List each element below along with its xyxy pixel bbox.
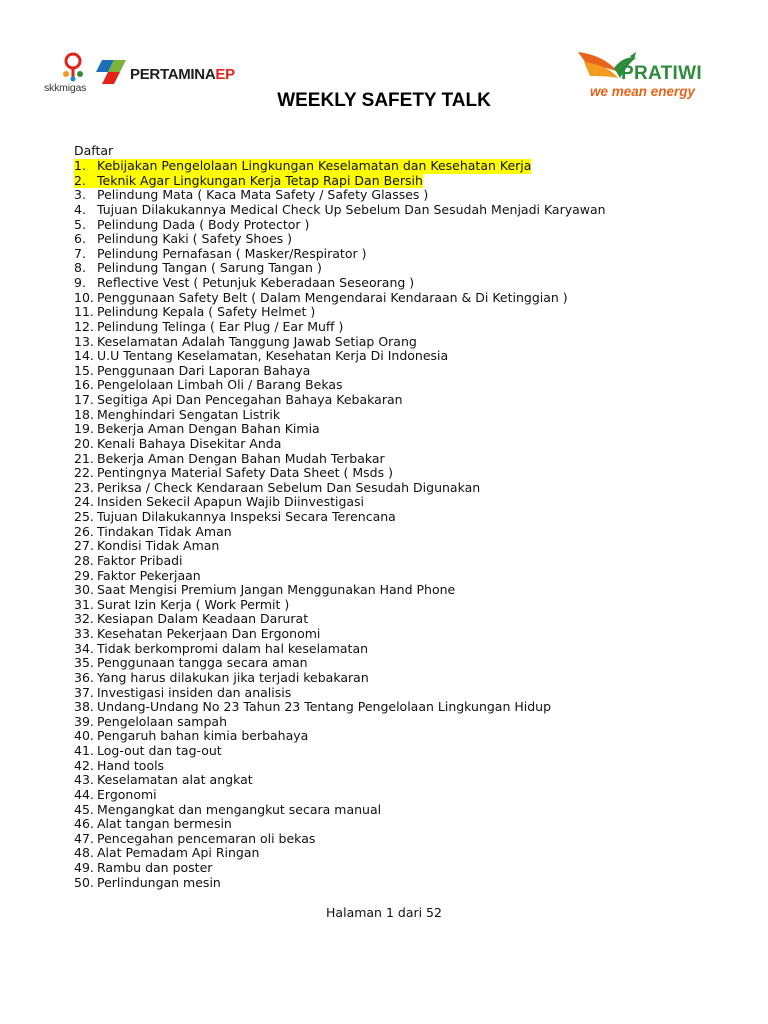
- list-item-text: Pentingnya Material Safety Data Sheet ( Msds ): [97, 465, 393, 481]
- list-item-number: 22.: [74, 465, 94, 481]
- list-item: [74, 861, 606, 876]
- list-item-text: Saat Mengisi Premium Jangan Menggunakan Hand Phone: [97, 582, 456, 598]
- list-item-number: 42.: [74, 757, 94, 773]
- list-item: [74, 320, 606, 335]
- list-item: [74, 203, 606, 218]
- list-item-number: 26.: [74, 523, 94, 539]
- list-item-number: 18.: [74, 406, 94, 422]
- list-item: [74, 846, 606, 861]
- list-item: [74, 378, 606, 393]
- list-item-text: Keselamatan Adalah Tanggung Jawab Setiap Orang: [97, 333, 417, 349]
- list-item-text: Bekerja Aman Dengan Bahan Kimia: [97, 421, 320, 437]
- list-item-text: Penggunaan Safety Belt ( Dalam Mengendarai Kendaraan & Di Ketinggian ): [97, 289, 568, 305]
- list-item-text: Yang harus dilakukan jika terjadi kebakaran: [97, 669, 369, 685]
- list-item: [74, 700, 606, 715]
- topic-list: [74, 159, 606, 890]
- list-item-number: 36.: [74, 669, 94, 685]
- list-item-number: 45.: [74, 801, 94, 817]
- list-item: [74, 232, 606, 247]
- list-item-number: 46.: [74, 816, 94, 832]
- list-item-text: Reflective Vest ( Petunjuk Keberadaan Seseorang ): [97, 275, 415, 290]
- list-item: [74, 261, 606, 276]
- list-item: [74, 422, 606, 437]
- list-item-number: 9.: [74, 275, 86, 290]
- list-item: [74, 495, 606, 510]
- list-item-text: Investigasi insiden dan analisis: [97, 684, 292, 700]
- list-item-text: Kesiapan Dalam Keadaan Darurat: [97, 611, 309, 627]
- list-item-number: 34.: [74, 640, 94, 656]
- list-item: [74, 627, 606, 642]
- list-item-text: Faktor Pekerjaan: [97, 567, 201, 583]
- list-item-text: Tindakan Tidak Aman: [97, 523, 232, 539]
- list-item-number: 29.: [74, 567, 94, 583]
- list-item-text: Pengaruh bahan kimia berbahaya: [97, 728, 309, 744]
- list-item: [74, 188, 606, 203]
- list-item-number: 12.: [74, 318, 94, 334]
- list-item-text: Penggunaan tangga secara aman: [97, 655, 308, 671]
- list-item-text: Hand tools: [97, 757, 165, 773]
- list-item: [74, 876, 606, 891]
- list-item: [74, 788, 606, 803]
- list-item-text: Tujuan Dilakukannya Medical Check Up Sebelum Dan Sesudah Menjadi Karyawan: [97, 201, 606, 217]
- list-item-number: 38.: [74, 699, 94, 715]
- list-item-text: Kesehatan Pekerjaan Dan Ergonomi: [97, 626, 321, 641]
- pratiwi-name: PRATIWI: [621, 63, 702, 84]
- list-item-number: 24.: [74, 494, 94, 510]
- list-item-number: 37.: [74, 684, 94, 700]
- list-item: [74, 276, 606, 291]
- list-item-text: Pelindung Telinga ( Ear Plug / Ear Muff ): [97, 318, 344, 334]
- list-item-text: Periksa / Check Kendaraan Sebelum Dan Sesudah Digunakan: [97, 479, 481, 495]
- list-item-text: Alat Pemadam Api Ringan: [97, 845, 260, 861]
- list-item-number: 43.: [74, 772, 94, 788]
- list-item-text: Mengangkat dan mengangkut secara manual: [97, 801, 382, 817]
- list-item: [74, 218, 606, 233]
- list-item-number: 14.: [74, 348, 94, 364]
- list-item-text: Kenali Bahaya Disekitar Anda: [97, 435, 282, 451]
- list-item: [74, 686, 606, 701]
- list-item-number: 39.: [74, 713, 94, 729]
- list-item: [74, 671, 606, 686]
- list-item-number: 41.: [74, 743, 94, 758]
- list-item-number: 28.: [74, 552, 94, 568]
- list-item: [74, 803, 606, 818]
- list-item: [74, 335, 606, 350]
- list-item: [74, 481, 606, 496]
- pertamina-mark-icon: [94, 58, 130, 92]
- list-item: [74, 612, 606, 627]
- list-item-text: Segitiga Api Dan Pencegahan Bahaya Kebakaran: [97, 392, 403, 407]
- list-item-number: 31.: [74, 596, 94, 612]
- list-item-text: U.U Tentang Keselamatan, Kesehatan Kerja Di Indonesia: [97, 348, 449, 364]
- list-item-text: Teknik Agar Lingkungan Kerja Tetap Rapi Dan Bersih: [97, 172, 423, 188]
- list-item: [74, 773, 606, 788]
- list-item-text: Pengelolaan Limbah Oli / Barang Bekas: [97, 377, 343, 393]
- list-item-text: Insiden Sekecil Apapun Wajib Diinvestigasi: [97, 494, 365, 510]
- list-item-text: Alat tangan bermesin: [97, 816, 232, 832]
- list-item-number: 7.: [74, 245, 86, 261]
- list-item-number: 3.: [74, 187, 86, 203]
- list-item-number: 35.: [74, 655, 94, 671]
- list-item: [74, 291, 606, 306]
- list-item-text: Log-out dan tag-out: [97, 743, 222, 758]
- list-item-number: 4.: [74, 201, 86, 217]
- list-item: [74, 408, 606, 423]
- list-item-number: 33.: [74, 626, 94, 641]
- skkmigas-label: skkmigas: [44, 82, 87, 94]
- list-item: [74, 642, 606, 657]
- list-item: [74, 305, 606, 320]
- list-item: [74, 349, 606, 364]
- list-item-text: Rambu dan poster: [97, 860, 213, 875]
- list-item-number: 17.: [74, 392, 94, 407]
- pertamina-text: PERTAMINA: [130, 66, 216, 83]
- list-item-number: 40.: [74, 728, 94, 744]
- list-item-text: Pencegahan pencemaran oli bekas: [97, 830, 316, 846]
- list-item-number: 10.: [74, 289, 94, 305]
- list-item: [74, 452, 606, 467]
- list-item-number: 13.: [74, 333, 94, 349]
- list-item: [74, 759, 606, 774]
- list-item-text: Ergonomi: [97, 786, 157, 802]
- document-title: WEEKLY SAFETY TALK: [277, 90, 491, 111]
- list-item: [74, 656, 606, 671]
- list-item: [74, 817, 606, 832]
- list-item-number: 44.: [74, 786, 94, 802]
- list-item: [74, 744, 606, 759]
- page-footer: Halaman 1 dari 52: [326, 905, 442, 920]
- list-item-text: Pelindung Kaki ( Safety Shoes ): [97, 231, 293, 247]
- list-item-number: 27.: [74, 538, 94, 554]
- list-item-number: 25.: [74, 509, 94, 524]
- list-item-text: Pelindung Tangan ( Sarung Tangan ): [97, 260, 322, 276]
- list-item: [74, 729, 606, 744]
- pertamina-ep-label: [130, 66, 235, 83]
- list-item-text: Pengelolaan sampah: [97, 713, 228, 729]
- list-item-text: Pelindung Pernafasan ( Masker/Respirator ): [97, 245, 367, 261]
- list-item-number: 30.: [74, 582, 94, 598]
- skkmigas-mark-icon: [60, 52, 86, 82]
- list-item-text: Pelindung Kepala ( Safety Helmet ): [97, 304, 316, 320]
- list-item-text: Penggunaan Dari Laporan Bahaya: [97, 362, 311, 378]
- list-item-text: Menghindari Sengatan Listrik: [97, 406, 281, 422]
- list-item-number: 5.: [74, 216, 86, 232]
- list-item-text: Kondisi Tidak Aman: [97, 538, 220, 554]
- list-item-number: 1.: [74, 158, 86, 173]
- list-heading: Daftar: [74, 143, 114, 158]
- list-item-number: 20.: [74, 435, 94, 451]
- list-item-number: 8.: [74, 260, 86, 276]
- list-item: [74, 393, 606, 408]
- list-item-text: Surat Izin Kerja ( Work Permit ): [97, 596, 290, 612]
- list-item-number: 49.: [74, 860, 94, 875]
- list-item: [74, 510, 606, 525]
- list-item: [74, 569, 606, 584]
- list-item-number: 11.: [74, 304, 94, 320]
- list-item-text: Pelindung Mata ( Kaca Mata Safety / Safety Glasses ): [97, 187, 429, 203]
- list-item: [74, 174, 423, 189]
- list-item: [74, 247, 606, 262]
- list-item-text: Keselamatan alat angkat: [97, 772, 253, 788]
- list-item-number: 47.: [74, 830, 94, 846]
- list-item-text: Pelindung Dada ( Body Protector ): [97, 216, 310, 232]
- list-item: [74, 583, 606, 598]
- list-item: [74, 554, 606, 569]
- list-item-text: Kebijakan Pengelolaan Lingkungan Keselamatan dan Kesehatan Kerja: [97, 158, 532, 173]
- list-item-number: 15.: [74, 362, 94, 378]
- list-item-text: Perlindungan mesin: [97, 874, 221, 890]
- list-item: [74, 715, 606, 730]
- list-item-text: Undang-Undang No 23 Tahun 23 Tentang Pengelolaan Lingkungan Hidup: [97, 699, 552, 715]
- list-item-text: Tujuan Dilakukannya Inspeksi Secara Terencana: [97, 509, 396, 524]
- list-item-number: 23.: [74, 479, 94, 495]
- list-item: [74, 539, 606, 554]
- ep-text: EP: [215, 66, 235, 83]
- list-item-number: 16.: [74, 377, 94, 393]
- list-item-number: 6.: [74, 231, 86, 247]
- list-item: [74, 364, 606, 379]
- list-item-number: 32.: [74, 611, 94, 627]
- list-item-number: 21.: [74, 450, 94, 466]
- list-item-number: 48.: [74, 845, 94, 861]
- pratiwi-tagline: we mean energy: [590, 84, 696, 99]
- list-item-text: Faktor Pribadi: [97, 552, 183, 568]
- list-item: [74, 598, 606, 613]
- list-item-text: Tidak berkompromi dalam hal keselamatan: [97, 640, 369, 656]
- list-item-number: 19.: [74, 421, 94, 437]
- list-item: [74, 832, 606, 847]
- list-item-number: 2.: [74, 172, 86, 188]
- list-item-number: 50.: [74, 874, 94, 890]
- list-item: [74, 525, 606, 540]
- list-item: [74, 159, 531, 174]
- list-item: [74, 437, 606, 452]
- list-item-text: Bekerja Aman Dengan Bahan Mudah Terbakar: [97, 450, 385, 466]
- list-item: [74, 466, 606, 481]
